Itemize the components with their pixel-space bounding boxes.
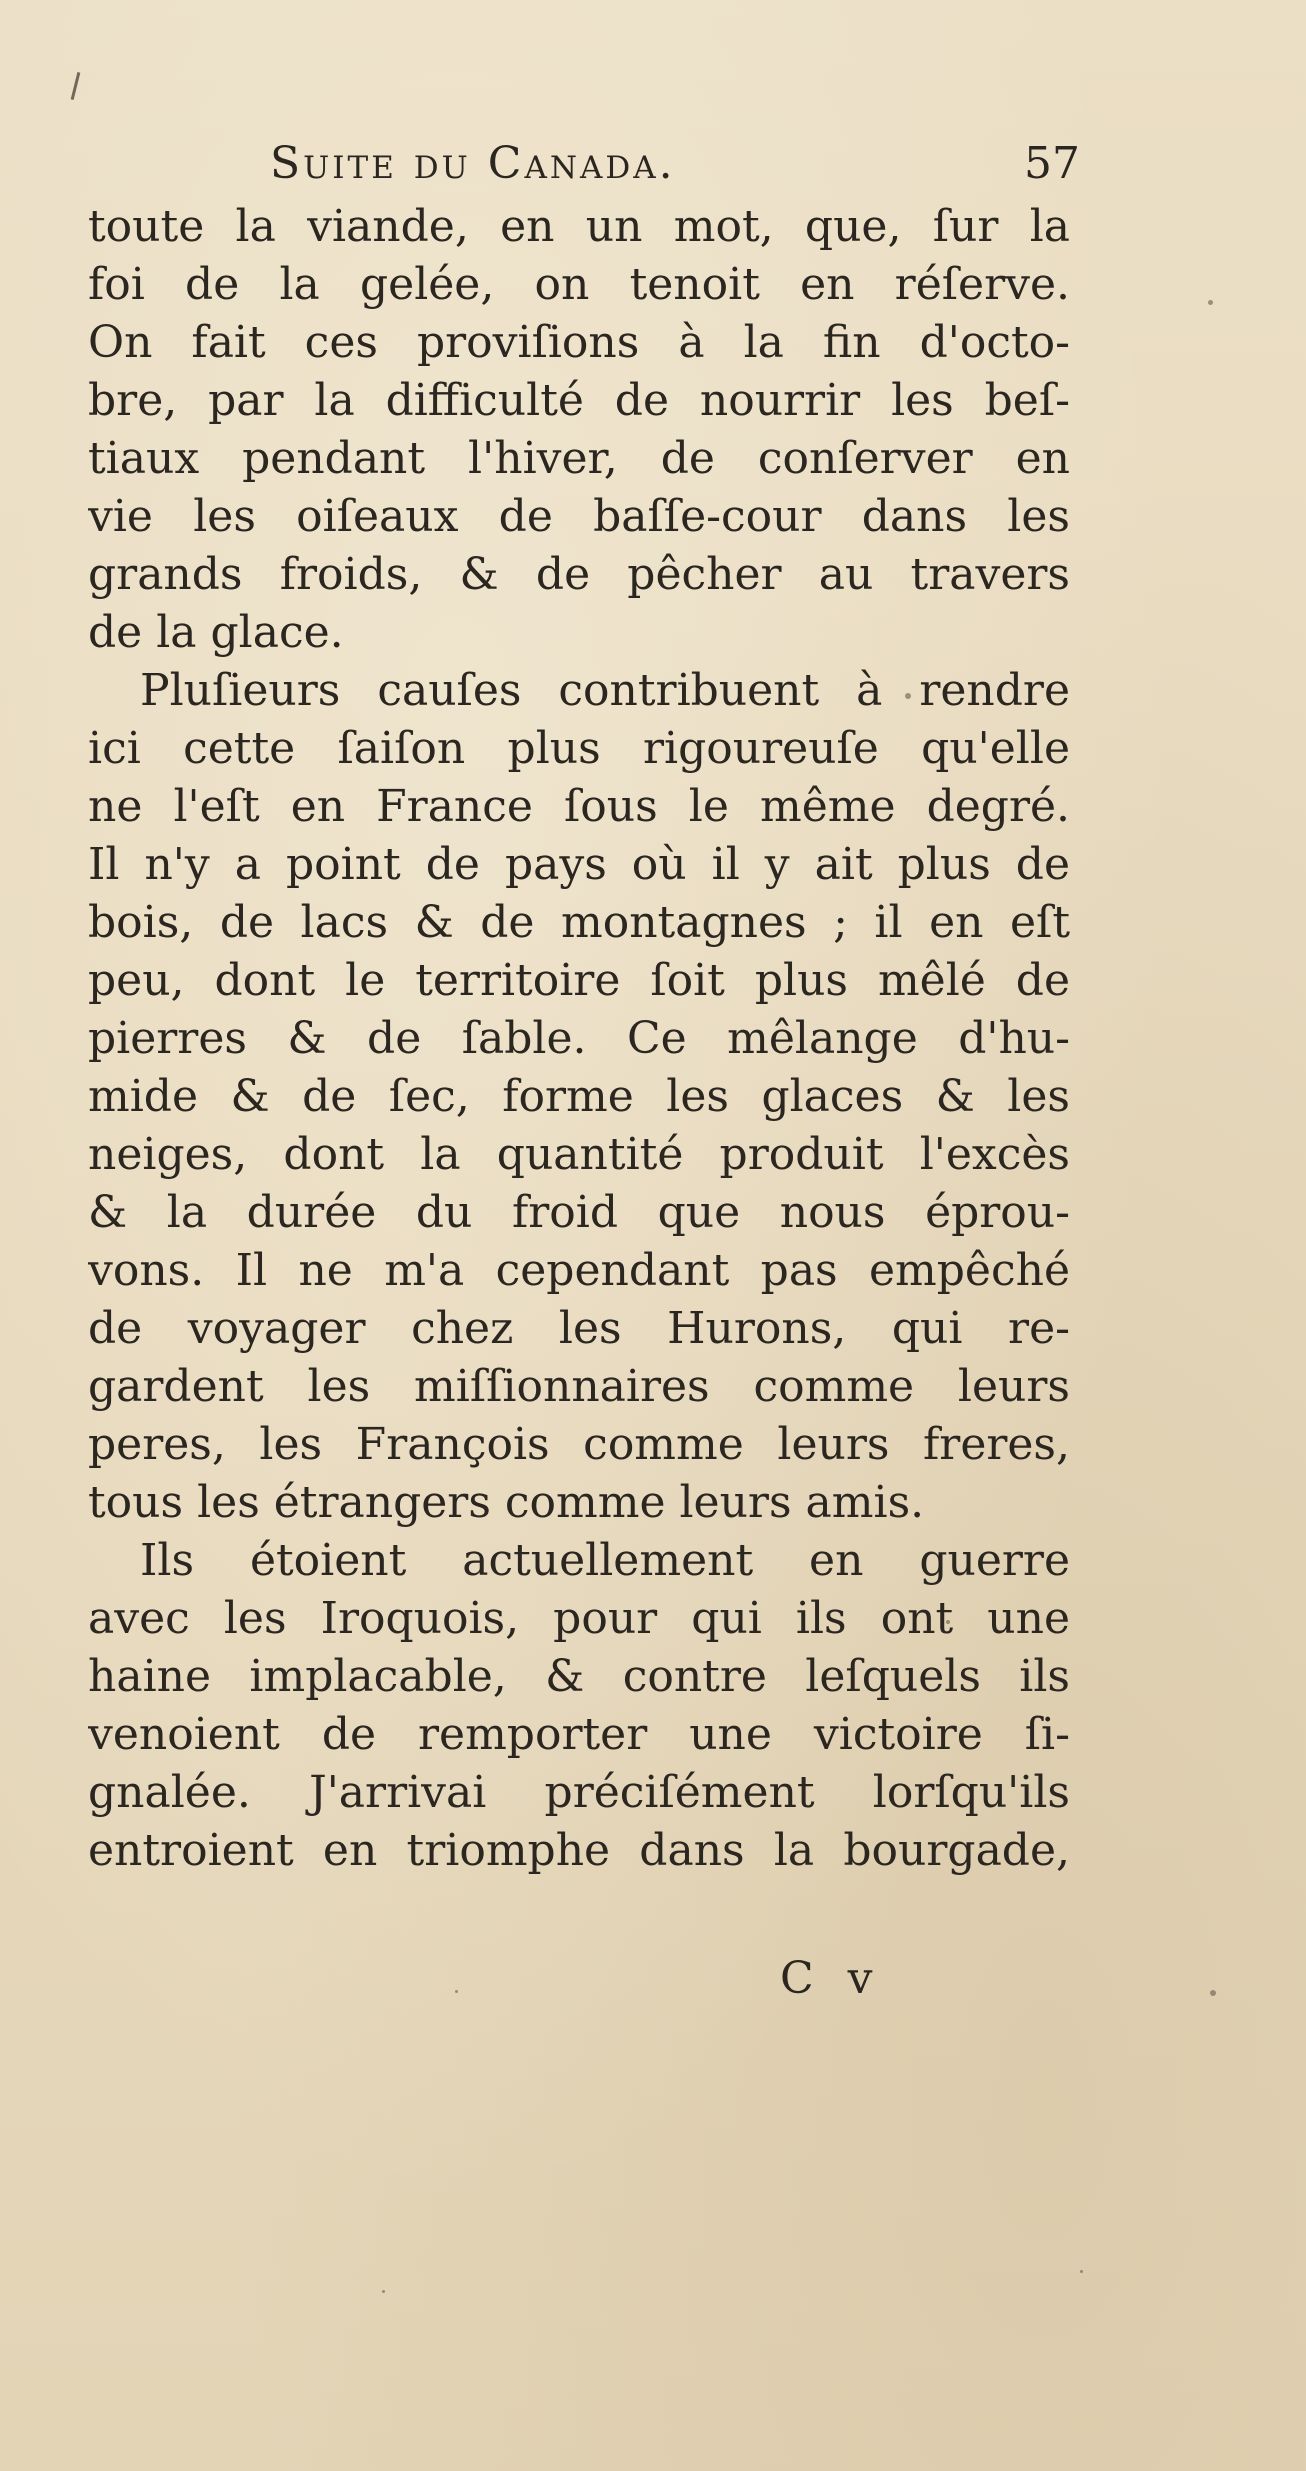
paper-speck (1208, 300, 1213, 305)
text-line: vie les oiſeaux de baſſe-cour dans les (88, 491, 1070, 542)
text-line: entroient en triomphe dans la bourgade, (88, 1825, 1070, 1876)
text-line: peu, dont le territoire ſoit plus mêlé de (88, 955, 1070, 1006)
pencil-mark (71, 72, 81, 100)
paper-speck (1080, 2270, 1083, 2273)
text-line: tiaux pendant l'hiver, de conſerver en (88, 433, 1070, 484)
text-line: foi de la gelée, on tenoit en réſerve. (88, 259, 1070, 310)
text-line: Ils étoient actuellement en guerre (140, 1535, 1070, 1586)
paper-speck (382, 2290, 385, 2293)
text-line: bre, par la difficulté de nourrir les beſ- (88, 375, 1070, 426)
text-line: Pluſieurs cauſes contribuent à rendre (140, 665, 1070, 716)
text-line: grands froids, & de pêcher au travers (88, 549, 1070, 600)
text-line: avec les Iroquois, pour qui ils ont une (88, 1593, 1070, 1644)
text-line: On fait ces proviſions à la fin d'octo- (88, 317, 1070, 368)
text-line: de la glace. (88, 607, 344, 658)
text-line: Il n'y a point de pays où il y ait plus de (88, 839, 1070, 890)
signature-mark: C v (780, 1953, 883, 2004)
paper-speck (1210, 1990, 1216, 1996)
text-line: peres, les François comme leurs freres, (88, 1419, 1070, 1470)
text-line: vons. Il ne m'a cependant pas empêché (88, 1245, 1070, 1296)
text-line: gnalée. J'arrivai préciſément lorſqu'ils (88, 1767, 1070, 1818)
text-line: ici cette ſaiſon plus rigoureuſe qu'elle (88, 723, 1070, 774)
text-line: & la durée du froid que nous éprou- (88, 1187, 1070, 1238)
text-line: venoient de remporter une victoire ſi- (88, 1709, 1070, 1760)
text-line: haine implacable, & contre leſquels ils (88, 1651, 1070, 1702)
text-line: tous les étrangers comme leurs amis. (88, 1477, 925, 1528)
body-text (88, 198, 1070, 1880)
text-line: de voyager chez les Hurons, qui re- (88, 1303, 1070, 1354)
text-line: bois, de lacs & de montagnes ; il en eſt (88, 897, 1070, 948)
page-number: 57 (1024, 138, 1080, 189)
page-header (270, 138, 1080, 202)
text-line: mide & de ſec, forme les glaces & les (88, 1071, 1070, 1122)
text-line: toute la viande, en un mot, que, ſur la (88, 201, 1070, 252)
text-line: ne l'eſt en France ſous le même degré. (88, 781, 1070, 832)
paper-speck (455, 1990, 458, 1993)
text-line: gardent les miſſionnaires comme leurs (88, 1361, 1070, 1412)
text-line: neiges, dont la quantité produit l'excès (88, 1129, 1070, 1180)
text-line: pierres & de ſable. Ce mêlange d'hu- (88, 1013, 1070, 1064)
running-head: Suite du Canada. (270, 138, 676, 189)
